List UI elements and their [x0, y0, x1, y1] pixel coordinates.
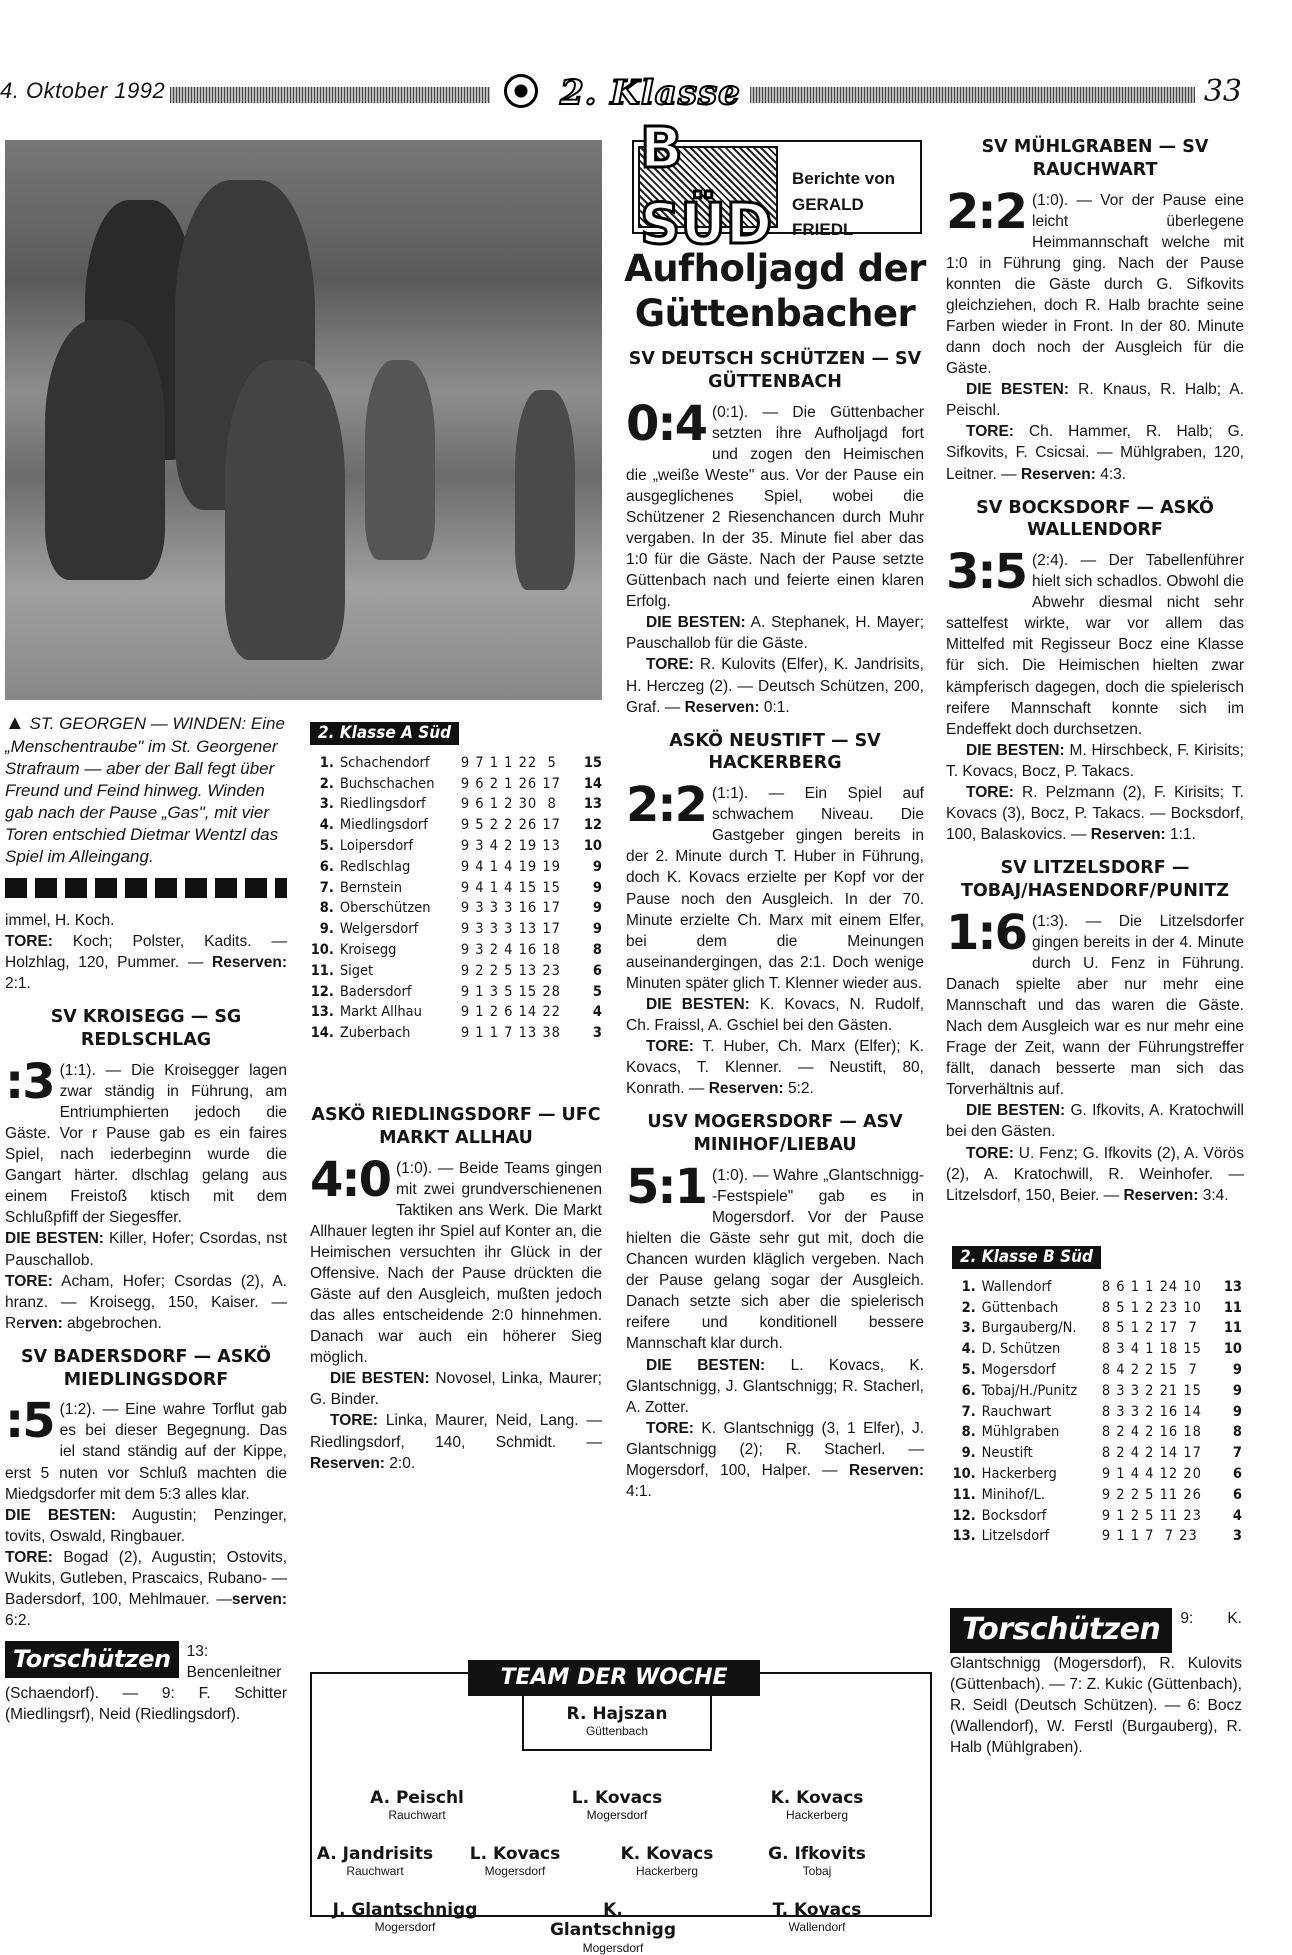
- row-points: 15: [583, 754, 602, 771]
- table-row: [310, 982, 602, 1003]
- row-stats: 9 2 2 5 13 23: [460, 962, 561, 979]
- player-name: A. Peischl: [370, 1788, 464, 1808]
- row-team: Mühlgraben: [981, 1424, 1060, 1441]
- row-position: 12.: [952, 1507, 976, 1524]
- player-club: Mogersdorf: [582, 1940, 644, 1955]
- header-rule-right: [750, 87, 1195, 103]
- row-stats: 9 1 2 5 11 23: [1101, 1507, 1202, 1524]
- table-row: [952, 1443, 1242, 1464]
- table-row: [952, 1339, 1242, 1360]
- row-stats: 8 3 4 1 18 15: [1101, 1341, 1202, 1358]
- row-position: 14.: [310, 1025, 334, 1042]
- row-points: 11: [1223, 1299, 1242, 1316]
- team-player: [330, 1900, 480, 1935]
- row-points: 4: [592, 1004, 602, 1021]
- row-team: Markt Allhau: [339, 1004, 422, 1021]
- row-position: 3.: [961, 1320, 976, 1337]
- team-player: [440, 1844, 590, 1879]
- table-row: [310, 836, 602, 857]
- row-position: 11.: [310, 962, 334, 979]
- row-team: Schachendorf: [339, 754, 430, 771]
- row-stats: 9 3 2 4 16 18: [460, 941, 561, 958]
- table-row: [952, 1464, 1242, 1485]
- team-title: TEAM DER WOCHE: [468, 1660, 760, 1696]
- row-stats: 8 6 1 1 24 10: [1101, 1278, 1202, 1295]
- table-row: [952, 1422, 1242, 1443]
- table-row: [310, 878, 602, 899]
- table-row: [310, 961, 602, 982]
- match-report: :3 (1:1). — Die Kroisegger lagen zwar ständig in Führung, am Entriumphierten jedoch die Gäste. Vor r Pause gab es ein faires Spiel, nach iederbeginn wurde die Gangart härter. dlschlag gelang aus einem Freistoß ktisch mit dem Schlußpfiff der Siegesffer.: [5, 1053, 287, 1227]
- match-report: :5 (1:2). — Eine wahre Torflut gab es bei dieser Begegnung. Das iel stand ständig auf der Kippe, erst 5 nuten vor Schluß machten die Miedgsdorfer mit dem 5:3 alles klar.: [5, 1393, 287, 1503]
- table-row: [952, 1360, 1242, 1381]
- row-stats: 9 1 4 4 12 20: [1101, 1465, 1202, 1482]
- player-club: Rauchwart: [346, 1864, 404, 1879]
- match-photo: [5, 140, 602, 700]
- row-position: 13.: [310, 1004, 334, 1021]
- player-name: L. Kovacs: [469, 1844, 561, 1864]
- team-player: [300, 1844, 450, 1879]
- row-team: Badersdorf: [339, 983, 412, 1000]
- row-points: 9: [1232, 1361, 1242, 1378]
- row-position: 9.: [961, 1445, 976, 1462]
- row-team: Kroisegg: [339, 941, 397, 958]
- scorers-text: 9: K. Glantschnigg (Mogersdorf), R. Kulovits (Güttenbach). — 7: Z. Kukic (Güttenbach), R. Seidl (Deutsch Schützen). — 6: Bocz (Wallendorf), W. Ferstl (Burgauberg), R. Halb (Mühlgraben).: [950, 1610, 1242, 1757]
- match-title: SV BADERSDORF — ASKÖ MIEDLINGSDORF: [21, 1346, 271, 1390]
- scorers-a: Torschützen 13: Bencenleitner (Schaendorf). — 9: F. Schitter (Miedlingsrf), Neid (Riedlingsdorf).: [5, 1643, 287, 1724]
- row-position: 10.: [952, 1465, 976, 1482]
- table-row: [310, 1002, 602, 1023]
- football-icon: [504, 74, 538, 108]
- row-position: 2.: [961, 1299, 976, 1316]
- row-position: 10.: [310, 941, 334, 958]
- row-team: Zuberbach: [339, 1025, 411, 1042]
- row-stats: 9 7 1 1 22 5: [460, 754, 557, 771]
- row-position: 6.: [961, 1382, 976, 1399]
- standings-table-a: [310, 722, 602, 1044]
- issue-date: 4. Oktober 1992: [0, 78, 166, 103]
- row-points: 3: [1232, 1528, 1242, 1545]
- row-points: 9: [1232, 1382, 1242, 1399]
- match-besten: DIE BESTEN: Novosel, Linka, Maurer; G. Binder.: [310, 1370, 602, 1409]
- row-position: 5.: [319, 837, 334, 854]
- row-stats: 9 5 2 2 26 17: [460, 817, 561, 834]
- row-team: Minihof/L.: [981, 1486, 1046, 1503]
- row-points: 6: [592, 962, 602, 979]
- row-position: 13.: [952, 1528, 976, 1545]
- table-row: [310, 774, 602, 795]
- match-besten: DIE BESTEN: R. Knaus, R. Halb; A. Peischl.: [946, 381, 1244, 420]
- row-points: 13: [583, 796, 602, 813]
- row-team: Bernstein: [339, 879, 403, 896]
- row-points: 8: [1232, 1424, 1242, 1441]
- table-row: [952, 1298, 1242, 1319]
- table-row: [310, 857, 602, 878]
- row-points: 3: [592, 1025, 602, 1042]
- row-points: 10: [1223, 1341, 1242, 1358]
- row-team: Güttenbach: [981, 1299, 1059, 1316]
- match-besten: DIE BESTEN: L. Kovacs, K. Glantschnigg, J. Glantschnigg; R. Stacherl, A. Zotter.: [626, 1356, 924, 1416]
- row-points: 14: [583, 775, 602, 792]
- row-points: 9: [1232, 1403, 1242, 1420]
- row-stats: 9 1 1 7 7 23: [1101, 1528, 1198, 1545]
- match-tore: TORE: U. Fenz; G. Ifkovits (2), A. Vörös (2), A. Kratochwill, R. Weinhofer. — Litzelsdorf, 150, Beier. — Reserven: 3:4.: [946, 1144, 1244, 1204]
- row-stats: 8 4 2 2 15 7: [1101, 1361, 1198, 1378]
- match-title: SV KROISEGG — SG REDLSCHLAG: [50, 1007, 242, 1051]
- match-besten: DIE BESTEN: Augustin; Penzinger, tovits, Oswald, Ringbauer.: [5, 1506, 287, 1545]
- middle-column: [626, 336, 924, 1502]
- team-player: [342, 1788, 492, 1823]
- row-stats: 8 5 1 2 17 7: [1101, 1320, 1198, 1337]
- row-position: 7.: [961, 1403, 976, 1420]
- table-row: [952, 1526, 1242, 1547]
- player-club: Rauchwart: [388, 1808, 446, 1823]
- byline: Berichte von GERALD FRIEDL: [792, 169, 895, 239]
- separator-blocks: [5, 878, 287, 898]
- row-position: 5.: [961, 1361, 976, 1378]
- row-team: Redlschlag: [339, 858, 411, 875]
- player-name: J. Glantschnigg: [332, 1900, 478, 1920]
- match-riedlingsdorf: [310, 1092, 602, 1474]
- scorers-label: Torschützen: [5, 1641, 179, 1678]
- table-title: 2. Klasse A Süd: [310, 722, 459, 745]
- row-team: Buchschachen: [339, 775, 435, 792]
- player-name: G. Ifkovits: [768, 1844, 866, 1864]
- match-tore: TORE: Ch. Hammer, R. Halb; G. Sifkovits, F. Csicsai. — Mühlgraben, 120, Leitner. — Reserven: 4:3.: [946, 423, 1244, 483]
- row-team: Bocksdorf: [981, 1507, 1047, 1524]
- table-row: [952, 1381, 1242, 1402]
- row-points: 4: [1232, 1507, 1242, 1524]
- table-row: [310, 794, 602, 815]
- row-points: 9: [592, 858, 602, 875]
- match-tore: TORE: Linka, Maurer, Neid, Lang. — Riedlingsdorf, 140, Schmidt. — Reserven: 2:0.: [310, 1412, 602, 1472]
- row-position: 11.: [952, 1486, 976, 1503]
- scorers-label: Torschützen: [950, 1608, 1172, 1653]
- match-besten: DIE BESTEN: A. Stephanek, H. Mayer; Pauschallob für die Gäste.: [626, 614, 924, 653]
- match-report: 5:1 (1:0). — Wahre „Glantschnigg--Festspiele" gab es in Mogersdorf. Vor der Pause hielten die Gäste sehr gut mit, doch die Chancen wurden kläglich vergeben. Nach der Pause gelang sogar der Ausgleich. Danach setzte sich aber die spielerisch reifere und konditionell bessere Mannschaft klar durch.: [626, 1158, 924, 1353]
- row-position: 12.: [310, 983, 334, 1000]
- row-team: Burgauberg/N.: [981, 1320, 1077, 1337]
- standings-table-b: [952, 1246, 1242, 1547]
- row-points: 8: [592, 941, 602, 958]
- match-report: 3:5 (2:4). — Der Tabellenführer hielt sich schadlos. Obwohl die Abwehr diesmal nicht sehr sattelfest wirkte, war vor allem das Mittelfed mit Regisseur Bocz eine Klasse für sich. Die Heimischen hielten zwar kämpferisch dagegen, doch die spielerisch reifere Mannschaft konnte sich im Endeffekt doch durchsetzen.: [946, 544, 1244, 738]
- match-report: 0:4 (0:1). — Die Güttenbacher setzten ihre Aufholjagd fort und zogen den Heimischen die „weiße Weste" aus. Vor der Pause ein ausgeglichenes Spiel, wobei die Schützener 2 Riesenchancen durch Muhr vergaben. In der 35. Minute fiel aber das 1:0 für die Gäste. Nach der Pause setzte Güttenbach nach und feierte einen klaren Erfolg.: [626, 395, 924, 611]
- section-title: 2. Klasse: [560, 73, 741, 113]
- row-stats: 9 1 2 6 14 22: [460, 1004, 561, 1021]
- caption-title: ST. GEORGEN — WINDEN:: [29, 714, 247, 733]
- row-points: 9: [592, 879, 602, 896]
- match-report: 1:6 (1:3). — Die Litzelsdorfer gingen bereits in der 4. Minute durch U. Fenz in Führung. Danach spielte aber nur mehr eine Mannschaft und das waren die Gäste. Nach dem Ausgleich war es nur mehr eine Frage der Zeit, wann der Führungstreffer fällt, danach besserte man sich das Torverhältnis auf.: [946, 904, 1244, 1099]
- table-title: 2. Klasse B Süd: [952, 1246, 1101, 1269]
- scorers-b: [950, 1608, 1242, 1758]
- row-team: Loipersdorf: [339, 837, 414, 854]
- table-row: [952, 1506, 1242, 1527]
- match-report: 4:0 (1:0). — Beide Teams gingen mit zwei grundverschienenen Taktiken ans Werk. Die Markt Allhauer legten ihr Spiel auf Konter an, die Heimischen versuchten ihr Glück in der Offensive. Nach der Pause drückten die Gäste auf den Ausgleich, mußten jedoch das alles entscheidende 2:0 hinnehmen. Danach war auch ein höherer Sieg möglich.: [310, 1151, 602, 1367]
- row-position: 4.: [961, 1341, 976, 1358]
- row-stats: 8 5 1 2 23 10: [1101, 1299, 1202, 1316]
- row-points: 5: [592, 983, 602, 1000]
- match-besten: DIE BESTEN: K. Kovacs, N. Rudolf, Ch. Fraissl, A. Gschiel bei den Gästen.: [626, 995, 924, 1035]
- row-stats: 8 2 4 2 14 17: [1101, 1445, 1202, 1462]
- row-position: 6.: [319, 858, 334, 875]
- row-stats: 9 1 3 5 15 28: [460, 983, 561, 1000]
- match-title: SV LITZELSDORF — TOBAJ/HASENDORF/PUNITZ: [960, 858, 1230, 901]
- player-club: Hackerberg: [785, 1808, 849, 1823]
- row-team: Hackerberg: [981, 1465, 1057, 1482]
- player-name: L. Kovacs: [571, 1788, 663, 1808]
- match-title: SV BOCKSDORF — ASKÖ WALLENDORF: [976, 497, 1214, 541]
- row-stats: 9 1 1 7 13 38: [460, 1025, 561, 1042]
- row-stats: 8 3 3 2 21 15: [1101, 1382, 1202, 1399]
- table-row: [952, 1402, 1242, 1423]
- row-team: Oberschützen: [339, 900, 431, 917]
- player-name: K. Kovacs: [620, 1844, 714, 1864]
- row-points: 6: [1232, 1486, 1242, 1503]
- row-stats: 9 2 2 5 11 26: [1101, 1486, 1202, 1503]
- row-position: 8.: [319, 900, 334, 917]
- bsued-box: [632, 115, 922, 257]
- row-points: 9: [592, 900, 602, 917]
- table-row: [310, 919, 602, 940]
- player-club: Mogersdorf: [374, 1920, 436, 1935]
- row-stats: 9 6 1 2 30 8: [460, 796, 557, 813]
- row-team: Miedlingsdorf: [339, 817, 428, 834]
- row-team: Mogersdorf: [981, 1361, 1056, 1378]
- row-team: D. Schützen: [981, 1341, 1061, 1358]
- player-name: T. Kovacs: [772, 1900, 862, 1920]
- match-tore: TORE: T. Huber, Ch. Marx (Elfer); K. Kovacs, T. Klenner. — Neustift, 80, Konrath. — Reserven: 5:2.: [626, 1038, 924, 1098]
- table-row: [952, 1485, 1242, 1506]
- row-points: 11: [1223, 1320, 1242, 1337]
- row-position: 9.: [319, 921, 334, 938]
- table-row: [310, 815, 602, 836]
- row-stats: 9 6 2 1 26 17: [460, 775, 561, 792]
- row-team: Tobaj/H./Punitz: [981, 1382, 1078, 1399]
- player-name: A. Jandrisits: [316, 1844, 434, 1864]
- table-row: [310, 898, 602, 919]
- match-title: SV DEUTSCH SCHÜTZEN — SV GÜTTENBACH: [628, 349, 922, 392]
- match-tore: TORE: R. Pelzmann (2), F. Kirisits; T. Kovacs (3), Bocz, P. Takacs. — Bocksdorf, 100, Balaskovics. — Reserven: 1:1.: [946, 783, 1244, 844]
- row-stats: 9 3 4 2 19 13: [460, 837, 561, 854]
- page-number: 33: [1203, 74, 1242, 109]
- row-team: Siget: [339, 962, 374, 979]
- match-tore: TORE: R. Kulovits (Elfer), K. Jandrisits, H. Herczeg (2). — Deutsch Schützen, 200, Graf. — Reserven: 0:1.: [626, 656, 924, 716]
- headline: Aufholjagd der Güttenbacher: [624, 247, 926, 336]
- row-team: Neustift: [981, 1445, 1033, 1462]
- row-team: Riedlingsdorf: [339, 796, 426, 813]
- player-club: Güttenbach: [585, 1724, 649, 1739]
- match-report: 2:2 (1:1). — Ein Spiel auf schwachem Niveau. Die Gastgeber gingen bereits in der 2. Minute durch T. Huber in Führung, doch K. Kovacs erzielte per Kopf vor der Pause noch den Ausgleich. In der 70. Minute erzielte Ch. Marx mit einem Elfer, bei dem die Meinungen auseinandergingen, das 2:1. Doch wenige Minuten später glich T. Klenner wieder aus.: [626, 777, 924, 992]
- team-of-the-week: [310, 1665, 932, 1955]
- player-club: Wallendorf: [788, 1920, 846, 1935]
- match-besten: DIE BESTEN: Killer, Hofer; Csordas, nst Pauschallob.: [5, 1230, 287, 1269]
- team-player: [592, 1844, 742, 1879]
- player-name: K. Kovacs: [770, 1788, 864, 1808]
- player-club: Tobaj: [802, 1864, 832, 1879]
- row-stats: 8 2 4 2 16 18: [1101, 1424, 1202, 1441]
- match-title: USV MOGERSDORF — ASV MINIHOF/LIEBAU: [647, 1112, 903, 1156]
- match-report: 2:2 (1:0). — Vor der Pause eine leicht überlegene Heimmannschaft welche mit 1:0 in Führung ging. Nach der Pause konnten die Gäste durch G. Sifkovits gleichziehen, doch R. Halb brachte seine Farben wieder in Front. In der 80. Minute dann doch noch der Ausgleich für die Gäste.: [946, 183, 1244, 378]
- row-points: 12: [583, 817, 602, 834]
- row-stats: 9 3 3 3 16 17: [460, 900, 561, 917]
- caption-arrow-icon: ▲: [5, 712, 25, 734]
- match-title: ASKÖ RIEDLINGSDORF — UFC MARKT ALLHAU: [311, 1105, 601, 1148]
- row-team: Litzelsdorf: [981, 1528, 1050, 1545]
- player-club: Mogersdorf: [586, 1808, 648, 1823]
- bsued-label: B SÜD: [638, 146, 778, 228]
- table-row: [952, 1318, 1242, 1339]
- row-stats: 9 3 3 3 13 17: [460, 921, 561, 938]
- photo-caption: [5, 710, 287, 869]
- row-position: 4.: [319, 817, 334, 834]
- team-player: [742, 1788, 892, 1823]
- row-team: Rauchwart: [981, 1403, 1052, 1420]
- row-stats: 9 4 1 4 15 15: [460, 879, 561, 896]
- match-title: SV MÜHLGRABEN — SV RAUCHWART: [981, 137, 1209, 180]
- team-player: [542, 1788, 692, 1823]
- row-stats: 9 4 1 4 19 19: [460, 858, 561, 875]
- team-player: [538, 1900, 688, 1955]
- row-position: 3.: [319, 796, 334, 813]
- player-name: R. Hajszan: [566, 1704, 668, 1724]
- match-tore: TORE: Bogad (2), Augustin; Ostovits, Wukits, Gutleben, Prascaics, Rubano- — Badersdorf, 100, Mehlmauer. —serven: 6:2.: [5, 1548, 287, 1630]
- table-row: [310, 940, 602, 961]
- row-points: 9: [592, 921, 602, 938]
- row-position: 7.: [319, 879, 334, 896]
- match-tore: TORE: Acham, Hofer; Csordas (2), A. hranz. — Kroisegg, 150, Kaiser. — Rerven: abgebrochen.: [5, 1272, 287, 1332]
- player-club: Mogersdorf: [484, 1864, 546, 1879]
- row-position: 8.: [961, 1424, 976, 1441]
- match-tore: TORE: K. Glantschnigg (3, 1 Elfer), J. Glantschnigg (2); R. Stacherl. — Mogersdorf, 100, Halper. — Reserven: 4:1.: [626, 1419, 925, 1501]
- left-column: [5, 910, 287, 1726]
- table-row: [310, 1023, 602, 1044]
- player-club: Hackerberg: [635, 1864, 699, 1879]
- row-position: 1.: [319, 754, 334, 771]
- match-title: ASKÖ NEUSTIFT — SV HACKERBERG: [669, 730, 881, 774]
- row-points: 10: [583, 837, 602, 854]
- row-position: 2.: [319, 775, 334, 792]
- table-row: [310, 753, 602, 774]
- row-points: 6: [1232, 1465, 1242, 1482]
- team-player: [742, 1900, 892, 1935]
- row-points: 13: [1223, 1278, 1242, 1295]
- prev-cont: immel, H. Koch.: [5, 912, 115, 929]
- row-team: Wallendorf: [981, 1278, 1052, 1295]
- row-stats: 8 3 3 2 16 14: [1101, 1403, 1202, 1420]
- prev-tore: TORE: Koch; Polster, Kadits. — Holzhlag, 120, Pummer. — Reserven: 2:1.: [5, 933, 287, 993]
- match-besten: DIE BESTEN: M. Hirschbeck, F. Kirisits; T. Kovacs, Bocz, P. Takacs.: [946, 741, 1244, 780]
- player-name: K. Glantschnigg: [549, 1900, 677, 1941]
- team-player: [742, 1844, 892, 1879]
- header-rule-left: [170, 87, 490, 103]
- team-player: [542, 1704, 692, 1739]
- row-points: 7: [1232, 1445, 1242, 1462]
- caption-text: Eine „Menschentraube" im St. Georgener Strafraum — aber der Ball fegt über Freund und Feind hinweg. Winden gab nach der Pause „Gas", mit vier Toren entschied Dietmar Wentzl das Spiel im Alleingang.: [5, 714, 285, 867]
- right-column: [946, 126, 1244, 1206]
- row-team: Welgersdorf: [339, 921, 419, 938]
- match-besten: DIE BESTEN: G. Ifkovits, A. Kratochwill bei den Gästen.: [946, 1102, 1244, 1141]
- table-row: [952, 1277, 1242, 1298]
- row-position: 1.: [961, 1278, 976, 1295]
